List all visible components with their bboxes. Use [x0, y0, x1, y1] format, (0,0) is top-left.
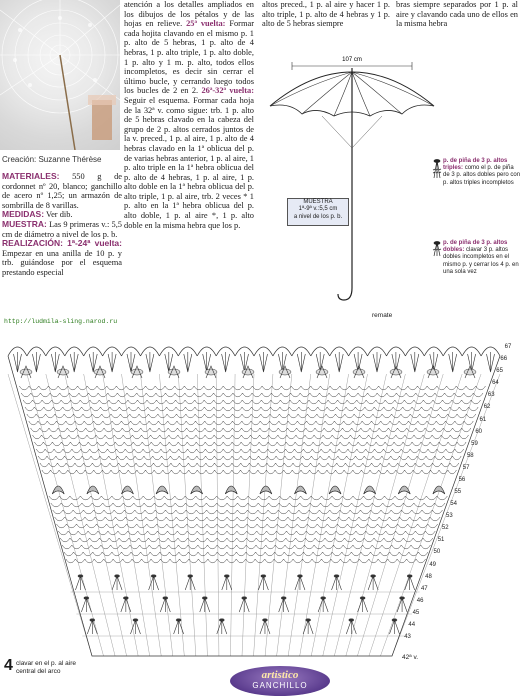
footnote [16, 660, 76, 676]
row-number: 51 [437, 537, 445, 544]
row-number: 60 [475, 428, 483, 435]
row-number: 45 [412, 609, 420, 616]
row-number: 57 [462, 464, 470, 471]
row-number: 62 [483, 404, 491, 411]
brand-line-2: GANCHILLO [252, 681, 308, 690]
row-number: 54 [450, 501, 457, 508]
row-number: 50 [433, 549, 441, 556]
row-number: 53 [446, 513, 453, 520]
legend-double-title: p. de piña de 3 p. altos dobles: [443, 240, 508, 254]
text-column-2 [124, 0, 254, 230]
materiales-text: 550 g de cordonnet nº 20, blanco; ganchillo de acero nº 1,25; un armazón de sombrilla de 8 varillas. [2, 172, 122, 210]
row-number: 49 [429, 561, 436, 568]
muestra-label: MUESTRA: [2, 218, 47, 229]
row-number: 56 [458, 476, 466, 483]
footnote-line-1: clavar en el p. al aire [16, 660, 76, 667]
row-number: 55 [454, 489, 462, 495]
text-column-4 [396, 0, 518, 29]
row-number: 63 [487, 392, 495, 399]
col3-text: altos preced., 1 p. al aire y hacer 1 p. alto triple, 1 p. alto de 4 hebras y 1 p. alto de 5 hebras siempre [262, 0, 390, 29]
umbrella-diagram [262, 48, 442, 308]
legend-double-text: clavar 3 p. altos dobles incompletos en el mismo p. y cerrar los 4 p. en una sola vez [443, 247, 519, 275]
pineapple-double-symbol-icon [432, 240, 442, 258]
row-number: 48 [425, 573, 432, 580]
row-number: 58 [466, 452, 474, 459]
row-number: 47 [420, 585, 428, 592]
parasol-photo [0, 0, 120, 150]
row-42-label: 42ª v. [402, 654, 419, 661]
umbrella-width-label: 107 cm [342, 57, 362, 63]
col2-text-c: Seguir el esquema. Formar cada hoja de la 32ª v. como sigue: trb. 1 p. alto de 5 hebras clavado en la cabeza del grupo de 2 p. altos cerrados juntos de la v. preced., 1 p. al aire, 1 p. alto de 4 hebras clavado en la 1ª oblicua del p. de varias hebras anterior, 1 p. al aire, 1 p. alto triple en la 1ª hebra oblicua del p. alto de 4 hebras, 1 p. al aire, 1 p. alto doble en la 1ª hebra oblicua del p. alto triple, 1 p. al aire, trb. 2 veces * 1 p. alto en la 1ª hebra oblicua del p. alto doble, 1 p. al aire *, 1 p. alto doble en la misma hebra que los p. [124, 95, 254, 230]
row-number: 44 [408, 621, 416, 628]
row-number: 52 [441, 525, 449, 532]
footnote-line-2: central del arco [16, 668, 61, 675]
brand-line-1: artistico [261, 669, 299, 681]
realizacion-label: REALIZACIÓN: 1ª-24ª vuelta: [2, 238, 122, 249]
col2-text-a: atención a los detalles ampliados en los dibujos de los pétalos y de las hojas en relieve. [124, 0, 254, 29]
designer-credit: Creación: Suzanne Thérèse [2, 155, 102, 164]
legend-triple [443, 158, 521, 187]
gauge-box [287, 198, 349, 226]
medidas-label: MEDIDAS: [2, 209, 45, 220]
crochet-chart [0, 326, 523, 666]
row-number: 67 [504, 344, 512, 350]
materiales-label: MATERIALES: [2, 171, 60, 181]
muestra-text: Las 9 primeras v.: 5,5 cm de diámetro a nivel de los p. b. [2, 219, 122, 239]
row-number: 59 [471, 440, 478, 447]
edging-label: remate [372, 312, 393, 319]
col4-text: bras siempre separados por 1 p. al aire y clavando cada uno de ellos en la misma hebra [396, 0, 518, 29]
vuelta-25-label: 25ª vuelta: [186, 19, 226, 29]
gauge-line-3: a nivel de los p. b. [293, 213, 343, 220]
legend-triple-text: como el p. de piña de 3 p. altos dobles pero con p. altos triples incompletos [443, 165, 521, 186]
text-column-1 [2, 172, 122, 278]
vuelta-26-32-label: 26ª-32ª vuelta: [201, 86, 255, 96]
brand-logo [230, 666, 330, 696]
realizacion-text: Empezar en una anilla de 10 p. y trb. guiándose por el esquema prestando especial [2, 248, 122, 277]
row-number: 65 [496, 368, 503, 375]
row-number: 61 [479, 416, 487, 423]
text-column-3 [262, 0, 390, 29]
pineapple-triple-symbol-icon [432, 158, 442, 180]
row-number: 66 [500, 356, 508, 363]
gauge-line-1: MUESTRA [303, 199, 333, 205]
medidas-text: Ver dib. [44, 210, 73, 220]
page-number: 4 [4, 657, 13, 674]
row-number: 64 [492, 380, 499, 387]
website-url: http://ludmila-sling.narod.ru [4, 318, 118, 325]
legend-double [443, 240, 521, 276]
legend-triple-title: p. de piña de 3 p. altos triples: [443, 158, 508, 172]
row-number: 46 [416, 597, 424, 604]
row-number: 43 [404, 634, 411, 640]
gauge-line-2: 1ª-9ª v.:5,5 cm [298, 206, 338, 213]
col2-text-b: Formar cada hojita clavando en el mismo p. 1 p. alto de 5 hebras, 1 p. alto de 4 hebras, 1 p. alto triple, 1 p. alto doble, 1 p. alto y 1 m. p. alto, todos ellos incompletos, es decir sin cerrar el último bucle, y cerrando luego todos los bucles de 2 en 2. [124, 19, 254, 96]
